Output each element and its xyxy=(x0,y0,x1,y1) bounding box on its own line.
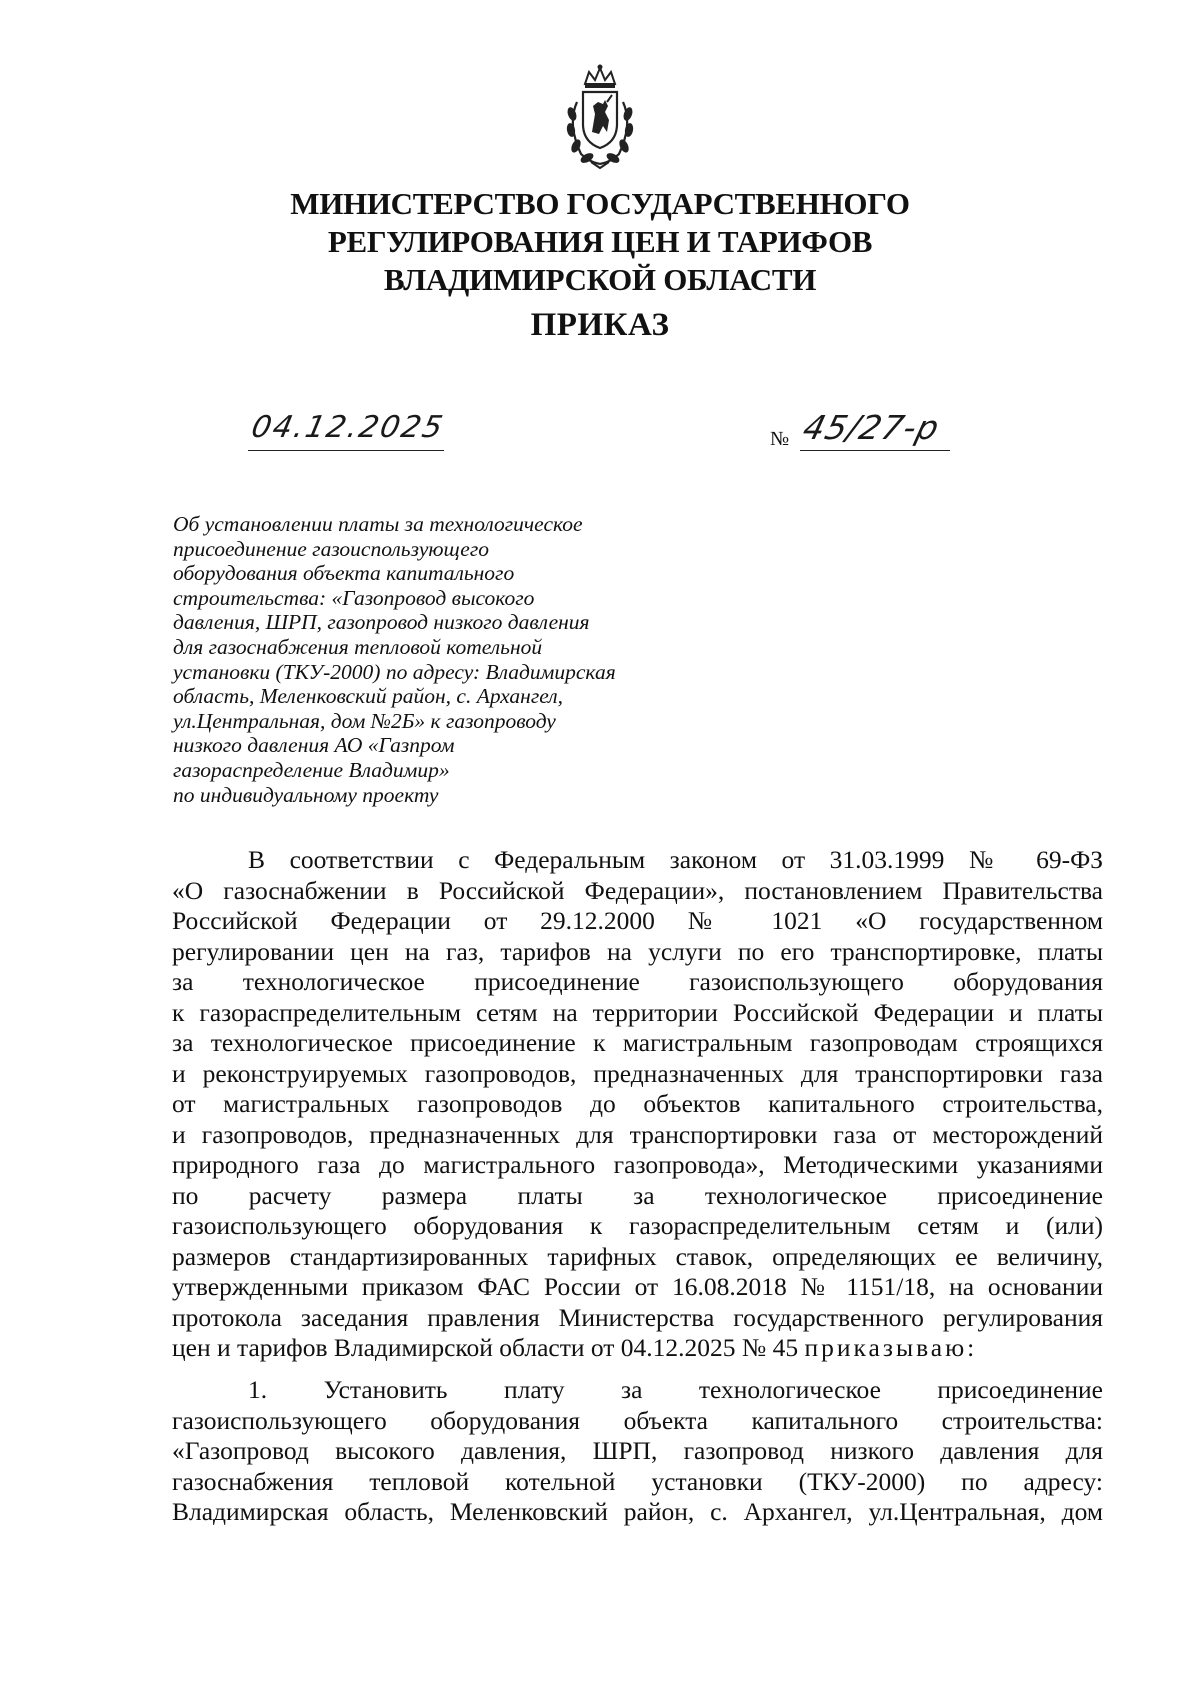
paragraph-line: регулировании цен на газ, тарифов на услуги по его транспортировке, платы xyxy=(172,936,1103,966)
handwritten-date: 04.12.2025 xyxy=(248,410,448,445)
handwritten-number: 45/27-р xyxy=(799,408,944,447)
document-type-title: ПРИКАЗ xyxy=(530,307,670,343)
paragraph-line: к газораспределительным сетям на территории Российской Федерации и платы xyxy=(172,997,1103,1027)
order-word: приказываю: xyxy=(804,1333,978,1362)
subject-line: установки (ТКУ-2000) по адресу: Владимирская xyxy=(173,659,616,684)
paragraph-line: Владимирская область, Меленковский район, с. Архангел, ул.Центральная, дом xyxy=(172,1497,1103,1526)
paragraph-line: за технологическое присоединение газоиспользующего оборудования xyxy=(172,967,1103,996)
coat-of-arms-icon xyxy=(555,62,645,170)
paragraph-line: протокола заседания правления Министерства государственного регулирования xyxy=(172,1302,1103,1332)
paragraph-line: Российской Федерации от 29.12.2000 № 1021 «О государственном xyxy=(172,906,1103,935)
number-sign: № xyxy=(770,428,790,450)
paragraph-line: от магистральных газопроводов до объектов капитального строительства, xyxy=(172,1089,1103,1118)
order-subject xyxy=(173,512,693,807)
paragraph-line: и газопроводов, предназначенных для транспортировки газа от месторождений xyxy=(172,1119,1103,1149)
paragraph-line: газоиспользующего оборудования объекта капитального строительства: xyxy=(172,1405,1103,1435)
paragraph-line: и реконструируемых газопроводов, предназначенных для транспортировки газа xyxy=(172,1058,1103,1088)
subject-line: по индивидуальному проекту xyxy=(173,782,439,807)
ministry-line: ВЛАДИМИРСКОЙ ОБЛАСТИ xyxy=(383,262,817,297)
subject-line: Об установлении платы за технологическое xyxy=(173,512,583,536)
paragraph-line: цен и тарифов Владимирской области от 04.12.2025 № 45 xyxy=(172,1333,799,1362)
subject-line: область, Меленковский район, с. Архангел, xyxy=(173,684,563,709)
paragraph-line: 1. Установить плату за технологическое присоединение xyxy=(248,1375,1103,1404)
subject-line: строительства: «Газопровод высокого xyxy=(173,585,535,610)
preamble-paragraph xyxy=(172,845,1103,1364)
subject-line: газораспределение Владимир» xyxy=(173,757,450,782)
ministry-line: МИНИСТЕРСТВО ГОСУДАРСТВЕННОГО xyxy=(290,186,910,221)
ministry-line: РЕГУЛИРОВАНИЯ ЦЕН И ТАРИФОВ xyxy=(327,224,873,259)
subject-line: оборудования объекта капитального xyxy=(173,561,515,586)
ministry-name xyxy=(200,185,1000,299)
paragraph-line: газоиспользующего оборудования к газораспределительным сетям и (или) xyxy=(172,1211,1103,1240)
paragraph-line: за технологическое присоединение к магистральным газопроводам строящихся xyxy=(172,1028,1103,1057)
paragraph-line: размеров стандартизированных тарифных ставок, определяющих ее величину, xyxy=(172,1241,1103,1271)
paragraph-line: природного газа до магистрального газопровода», Методическими указаниями xyxy=(172,1150,1103,1179)
subject-line: ул.Центральная, дом №2Б» к газопроводу xyxy=(173,708,556,733)
date-underline xyxy=(248,450,444,451)
subject-line: для газоснабжения тепловой котельной xyxy=(173,634,543,659)
subject-line: низкого давления АО «Газпром xyxy=(173,733,455,758)
paragraph-line: по расчету размера платы за технологическое присоединение xyxy=(172,1180,1103,1210)
paragraph-last-line xyxy=(172,1333,1103,1364)
subject-line: присоединение газоиспользующего xyxy=(173,536,489,561)
order-item-1 xyxy=(172,1375,1103,1528)
paragraph-line: «Газопровод высокого давления, ШРП, газопровод низкого давления для xyxy=(172,1436,1103,1465)
paragraph-line: утвержденными приказом ФАС России от 16.08.2018 № 1151/18, на основании xyxy=(172,1272,1103,1301)
order-number-field xyxy=(770,410,970,458)
order-date-field xyxy=(248,410,448,454)
paragraph-line: газоснабжения тепловой котельной установки (ТКУ-2000) по адресу: xyxy=(172,1466,1103,1496)
paragraph-line: «О газоснабжении в Российской Федерации», постановлением Правительства xyxy=(172,875,1103,905)
subject-line: давления, ШРП, газопровод низкого давления xyxy=(173,610,590,635)
number-underline xyxy=(800,450,950,451)
paragraph-line: В соответствии с Федеральным законом от 31.03.1999 № 69-ФЗ xyxy=(248,845,1103,874)
